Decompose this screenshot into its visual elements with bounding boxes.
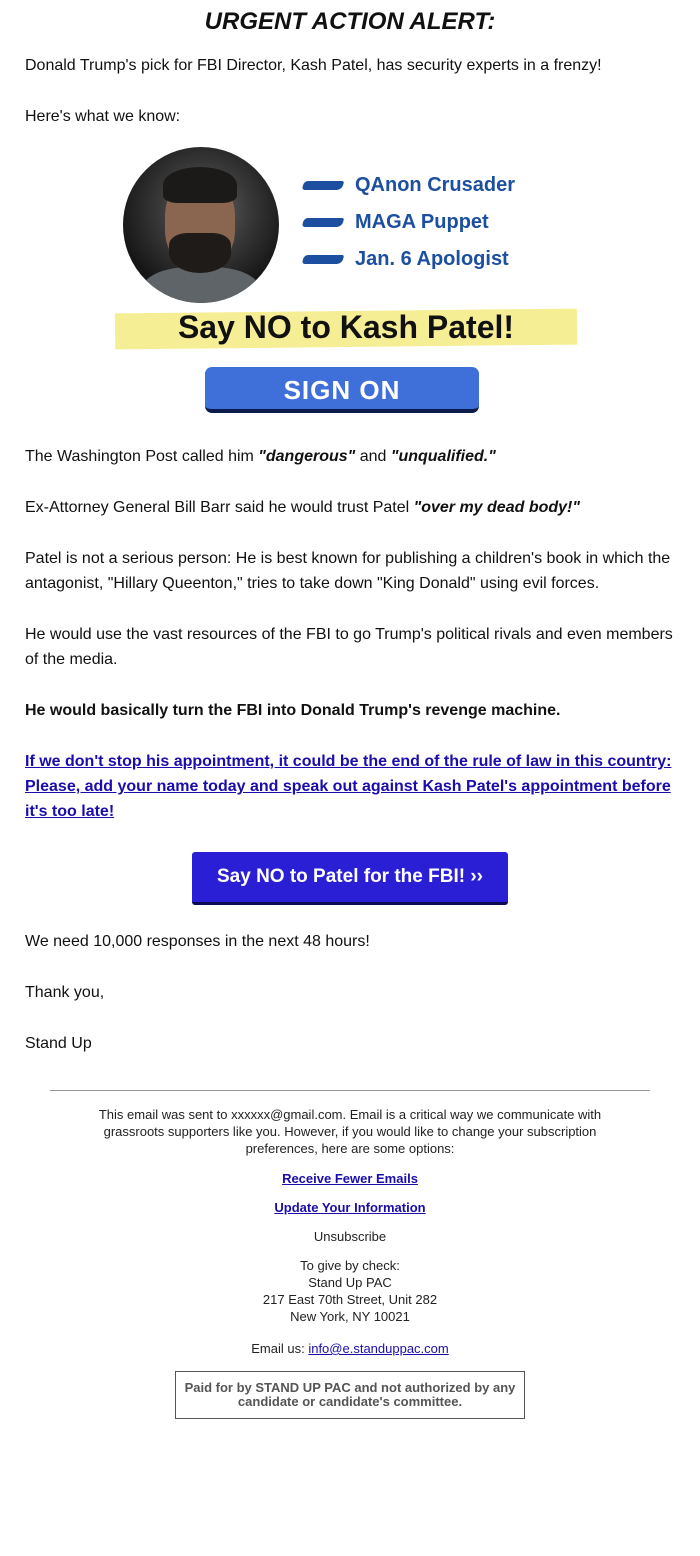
sign-on-button[interactable]: SIGN ON (205, 367, 479, 413)
hero-bullets (303, 167, 515, 278)
responses-line: We need 10,000 responses in the next 48 hours! (25, 933, 370, 950)
say-no-cta-button[interactable]: Say NO to Patel for the FBI! ›› (192, 852, 508, 905)
petition-link[interactable]: If we don't stop his appointment, it could be the end of the rule of law in this country: Please, add your name today and speak out against Kash Patel's appointment before it's too late! (25, 753, 672, 820)
portrait-photo (123, 147, 279, 303)
update-information-link[interactable]: Update Your Information (274, 1200, 426, 1215)
footer-notice: This email was sent to xxxxxx@gmail.com. Email is a critical way we communicate with grassroots supporters like you. However, if you would like to change your subscription preferences, here are some options: (98, 1107, 602, 1156)
brush-stroke-dash-icon (302, 255, 344, 264)
address-city: New York, NY 10021 (290, 1309, 410, 1324)
contact-email-link[interactable]: info@e.standuppac.com (308, 1341, 449, 1356)
hero-bullet (303, 204, 515, 241)
quote-dead-body: "over my dead body!" (413, 499, 580, 516)
hero-bullet-label: Jan. 6 Apologist (355, 248, 509, 270)
barr-paragraph: Ex-Attorney General Bill Barr said he would trust Patel "over my dead body!" (25, 499, 580, 516)
quote-unqualified: "unqualified." (390, 448, 496, 465)
hero-bullet (303, 241, 515, 278)
signature: Stand Up (25, 1035, 92, 1052)
quote-dangerous: "dangerous" (258, 448, 356, 465)
receive-fewer-emails-link[interactable]: Receive Fewer Emails (282, 1171, 418, 1186)
alert-title: URGENT ACTION ALERT: (204, 8, 496, 35)
address-street: 217 East 70th Street, Unit 282 (262, 1292, 438, 1307)
hero-banner[interactable] (115, 139, 585, 429)
intro-know: Here's what we know: (25, 108, 181, 125)
paid-for-disclaimer: Paid for by STAND UP PAC and not authorized by any candidate or candidate's committee. (175, 1371, 525, 1419)
org-name: Stand Up PAC (308, 1275, 392, 1290)
revenge-paragraph: He would basically turn the FBI into Donald Trump's revenge machine. (25, 702, 561, 719)
hero-bullet-label: MAGA Puppet (355, 211, 489, 233)
hero-bullet-label: QAnon Crusader (355, 174, 516, 196)
intro-line: Donald Trump's pick for FBI Director, Kash Patel, has security experts in a frenzy! (25, 57, 602, 74)
brush-stroke-dash-icon (302, 181, 344, 190)
email-us-line: Email us: info@e.standuppac.com (251, 1341, 449, 1356)
petition-paragraph (25, 749, 675, 824)
cta-container (0, 852, 700, 905)
unsubscribe-link[interactable]: Unsubscribe (313, 1229, 387, 1244)
fbi-resources-paragraph: He would use the vast resources of the FBI to go Trump's political rivals and even members of the media. (25, 626, 673, 668)
thank-you-line: Thank you, (25, 984, 105, 1001)
wapo-paragraph: The Washington Post called him "dangerous" and "unqualified." (25, 448, 496, 465)
book-paragraph: Patel is not a serious person: He is best known for publishing a children's book in which the antagonist, "Hillary Queenton," tries to take down "King Donald" using evil forces. (25, 550, 671, 592)
check-label: To give by check: (300, 1258, 400, 1273)
hero-headline: Say NO to Kash Patel! (177, 309, 515, 345)
footer (0, 1091, 700, 1419)
brush-stroke-dash-icon (302, 218, 344, 227)
hero-bullet (303, 167, 515, 204)
